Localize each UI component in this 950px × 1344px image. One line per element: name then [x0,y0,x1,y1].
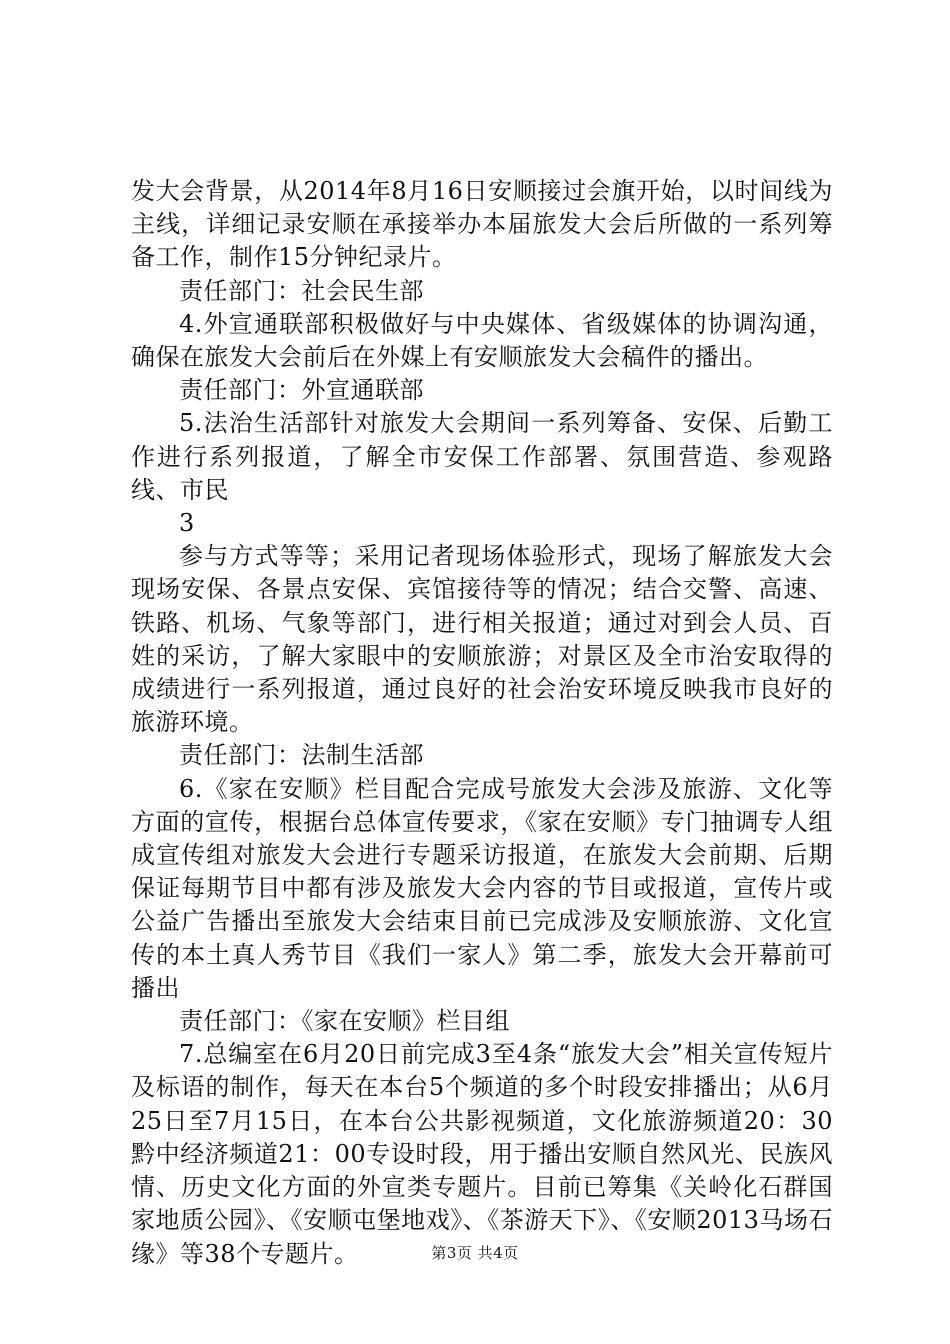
paragraph-item-6: 6.《家在安顺》栏目配合完成号旅发大会涉及旅游、文化等方面的宣传，根据台总体宣传要求，《家在安顺》专门抽调专人组成宣传组对旅发大会进行专题采访报道，在旅发大会前期、后期保证每期节目中都有涉及旅发大会内容的节目或报道，宣传片或公益广告播出至旅发大会结束目前已完成涉及安顺旅游、文化宣传的本土真人秀节目《我们一家人》第二季，旅发大会开幕前可播出 [131,774,833,1002]
page-footer: 第3页 共4页 [431,1244,519,1262]
paragraph-item-5-continued: 参与方式等等；采用记者现场体验形式，现场了解旅发大会现场安保、各景点安保、宾馆接待等的情况；结合交警、高速、铁路、机场、气象等部门，进行相关报道；通过对到会人员、百姓的采访，了解大家眼中的安顺旅游；对景区及全市治安取得的成绩进行一系列报道，通过良好的社会治安环境反映我市良好的旅游环境。 [131,542,833,737]
inline-page-number: 3 [179,509,195,538]
paragraph-responsible-dept-3: 责任部门：法制生活部 [179,741,424,770]
paragraph-item-4: 4.外宣通联部积极做好与中央媒体、省级媒体的协调沟通，确保在旅发大会前后在外媒上有安顺旅发大会稿件的播出。 [131,309,833,372]
document-body [131,175,833,1271]
paragraph-background: 发大会背景，从2014年8月16日安顺接过会旗开始，以时间线为主线，详细记录安顺在承接举办本届旅发大会后所做的一系列筹备工作，制作15分钟纪录片。 [131,177,833,272]
paragraph-responsible-dept-2: 责任部门：外宣通联部 [179,376,424,405]
paragraph-item-7: 7.总编室在6月20日前完成3至4条“旅发大会”相关宣传短片及标语的制作，每天在本台5个频道的多个时段安排播出；从6月25日至7月15日，在本台公共影视频道，文化旅游频道20：30黔中经济频道21：00专设时段，用于播出安顺自然风光、民族风情、历史文化方面的外宣类专题片。目前已筹集《关岭化石群国家地质公园》、《安顺屯堡地戏》、《茶游天下》、《安顺2013马场石缘》等38个专题片。 [131,1040,833,1268]
paragraph-responsible-dept-4: 责任部门：《家在安顺》栏目组 [179,1007,510,1036]
paragraph-responsible-dept-1: 责任部门：社会民生部 [179,276,424,305]
paragraph-item-5: 5.法治生活部针对旅发大会期间一系列筹备、安保、后勤工作进行系列报道，了解全市安保工作部署、氛围营造、参观路线、市民 [131,409,833,504]
